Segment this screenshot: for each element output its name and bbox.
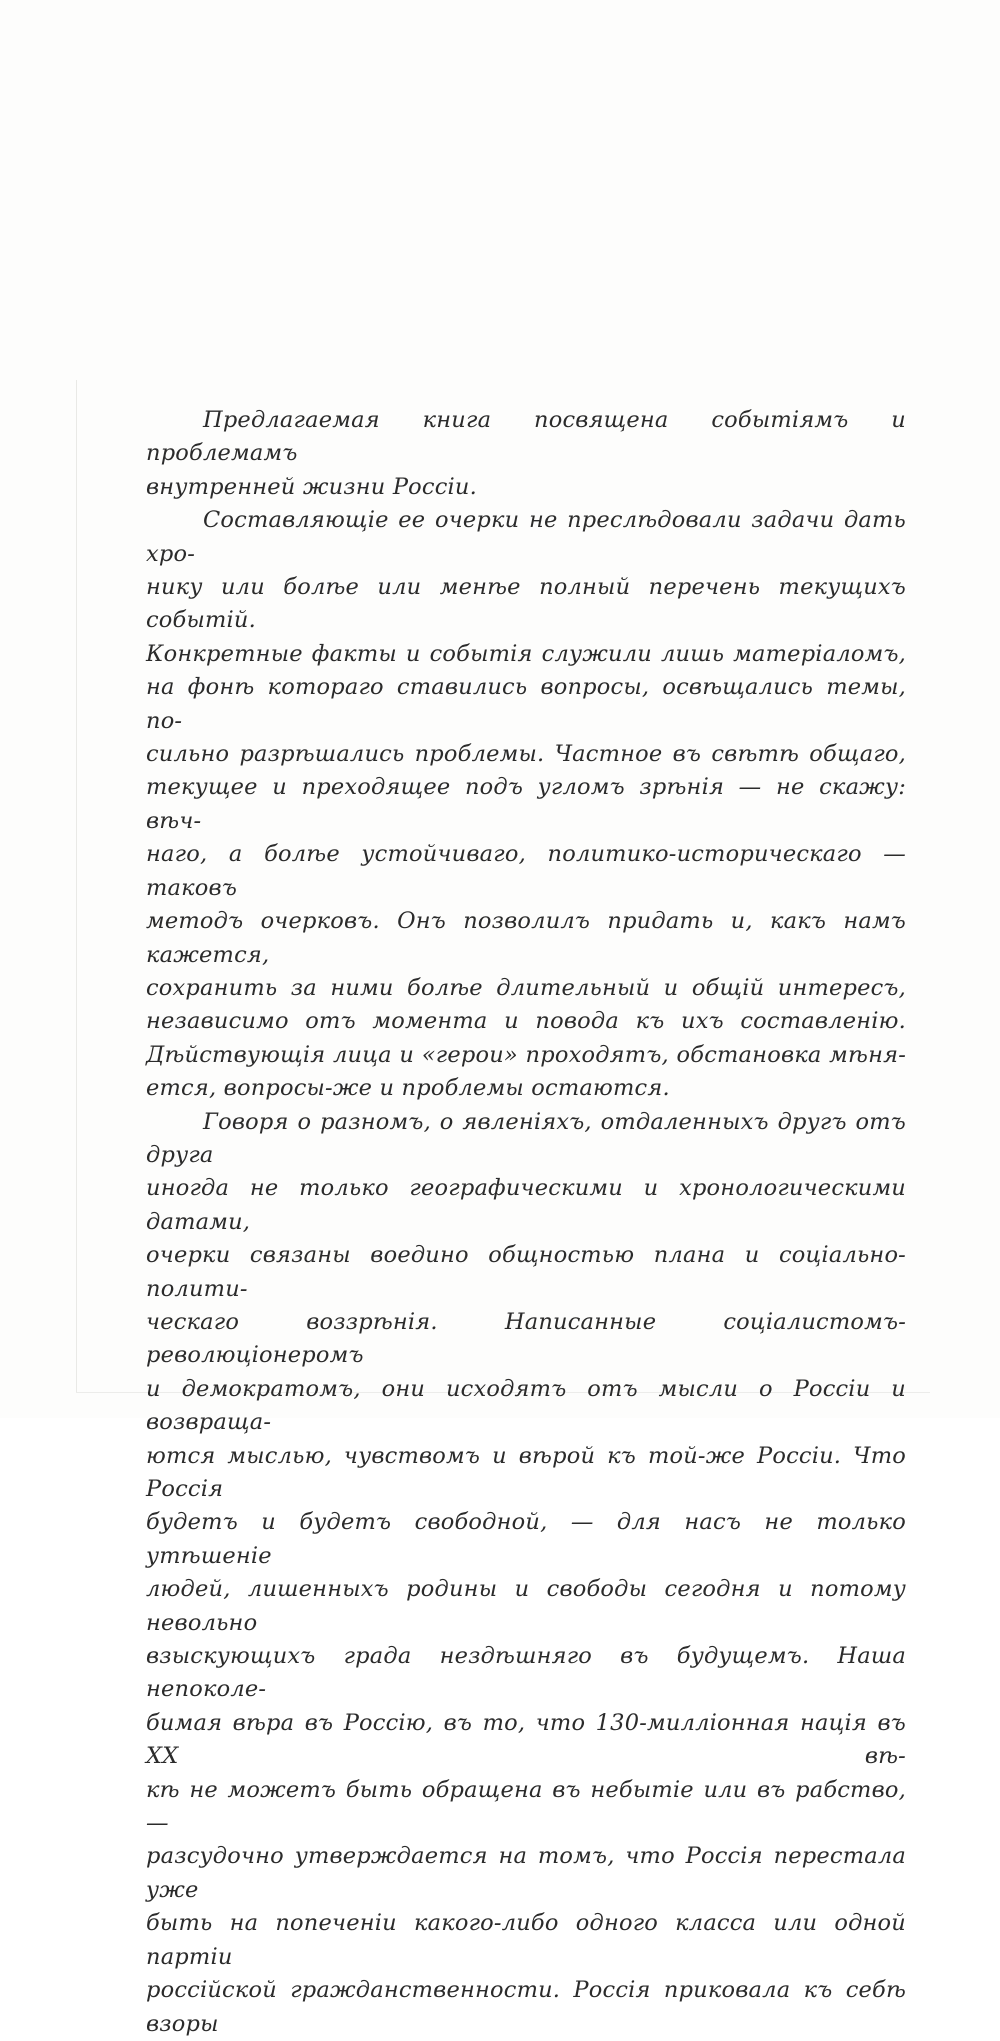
text-line: россійской гражданственности. Россія приковала къ себѣ взоры <box>146 1977 906 2037</box>
text-line: иногда не только географическими и хронологическими датами, <box>146 1175 906 1235</box>
text-line: бимая вѣра въ Россію, въ то, что 130-милліонная нація въ XX вѣ- <box>146 1709 906 1770</box>
text-line: взыскующихъ града нездѣшняго въ будущемъ. Наша непоколе- <box>146 1643 906 1703</box>
text-line: сохранить за ними болѣе длительный и общій интересъ, <box>146 974 906 1001</box>
text-line: ческаго воззрѣнія. Написанные соціалистомъ-революціонеромъ <box>146 1308 906 1369</box>
text-line: кѣ не можетъ быть обращена въ небытіе или въ рабство, — <box>146 1776 906 1837</box>
paragraph <box>146 1106 906 2041</box>
text-line: нику или болѣе или менѣе полный перечень текущихъ событій. <box>146 574 906 634</box>
paragraph <box>146 404 906 504</box>
text-line: сильно разрѣшались проблемы. Частное въ свѣтѣ общаго, <box>146 741 906 768</box>
text-line: текущее и преходящее подъ угломъ зрѣнія — не скажу: вѣч- <box>146 774 906 834</box>
text-line: ется, вопросы-же и проблемы остаются. <box>146 1075 670 1102</box>
text-line: внутренней жизни Россіи. <box>146 473 477 500</box>
text-line: разсудочно утверждается на томъ, что Россія перестала уже <box>146 1843 906 1903</box>
text-line: людей, лишенныхъ родины и свободы сегодня и потому невольно <box>146 1576 906 1636</box>
text-line: и демократомъ, они исходятъ отъ мысли о Россіи и возвраща- <box>146 1375 906 1436</box>
text-line: Говоря о разномъ, о явленіяхъ, отдаленныхъ другъ отъ друга <box>146 1108 906 1168</box>
text-line: будетъ и будетъ свободной, — для насъ не только утѣшеніе <box>146 1509 906 1569</box>
text-line: очерки связаны воедино общностью плана и соціально-полити- <box>146 1242 906 1302</box>
text-line: Предлагаемая книга посвящена событіямъ и проблемамъ <box>146 407 906 467</box>
text-line: наго, а болѣе устойчиваго, политико-историческаго — таковъ <box>146 841 906 901</box>
text-line: быть на попеченіи какого-либо одного класса или одной партіи <box>146 1910 906 1970</box>
text-line: Дѣйствующія лица и «герои» проходятъ, обстановка мѣня- <box>146 1041 906 1068</box>
text-line: на фонѣ котораго ставились вопросы, освѣщались темы, по- <box>146 674 906 734</box>
paragraph <box>146 504 906 1105</box>
page-edge-left <box>76 380 77 1392</box>
text-line: Составляющіе ее очерки не преслѣдовали задачи дать хро- <box>146 507 906 567</box>
text-line: независимо отъ момента и повода къ ихъ составленію. <box>146 1008 906 1035</box>
text-line: методъ очерковъ. Онъ позволилъ придать и, какъ намъ кажется, <box>146 908 906 968</box>
text-line: Конкретные факты и событія служили лишь матеріаломъ, <box>146 640 906 667</box>
page-text-block <box>146 404 906 2041</box>
text-line: ются мыслью, чувствомъ и вѣрой къ той-же Россіи. Что Россія <box>146 1442 906 1502</box>
